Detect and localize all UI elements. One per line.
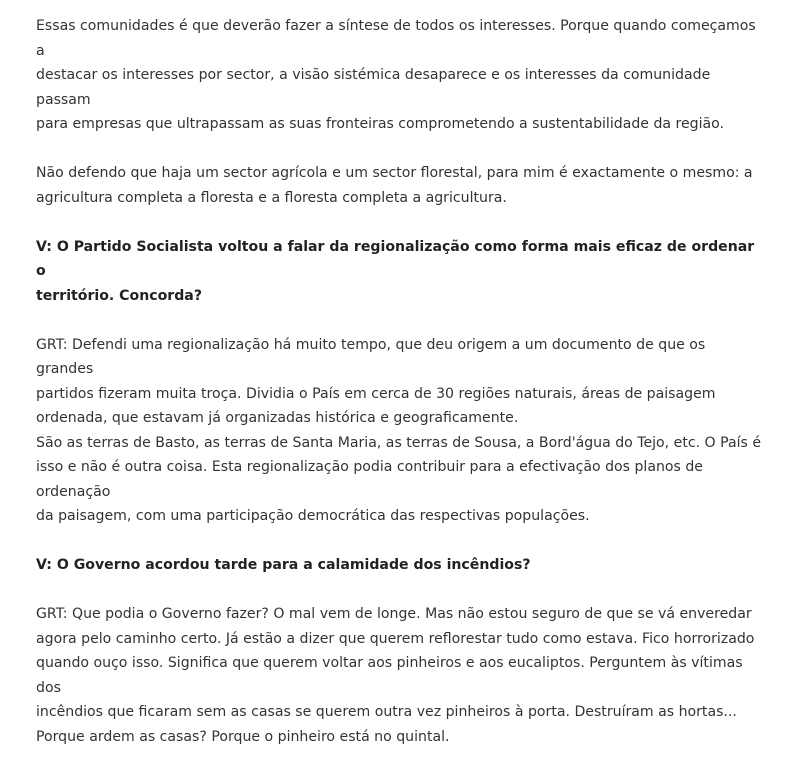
line: V: O Governo acordou tarde para a calamidade dos incêndios? <box>36 557 531 573</box>
interview-answer-1 <box>36 333 766 529</box>
line: da paisagem, com uma participação democrática das respectivas populações. <box>36 508 590 524</box>
line: Porque ardem as casas? Porque o pinheiro está no quintal. <box>36 728 450 745</box>
line: incêndios que ficaram sem as casas se querem outra vez pinheiros à porta. Destruíram as hortas... <box>36 704 737 720</box>
interview-question-1 <box>36 235 766 309</box>
line: isso e não é outra coisa. Esta regionalização podia contribuir para a efectivação dos planos de ordenação <box>36 459 703 500</box>
line: GRT: Defendi uma regionalização há muito tempo, que deu origem a um documento de que os grandes <box>36 336 706 377</box>
line: ordenada, que estavam já organizadas histórica e geograficamente. <box>36 410 519 426</box>
line: partidos fizeram muita troça. Dividia o País em cerca de 30 regiões naturais, áreas de paisagem <box>36 385 716 402</box>
line: território. Concorda? <box>36 287 202 304</box>
line: V: O Partido Socialista voltou a falar da regionalização como forma mais eficaz de ordenar o <box>36 238 755 279</box>
line: destacar os interesses por sector, a visão sistémica desaparece e os interesses da comunidade passam <box>36 67 711 108</box>
line: quando ouço isso. Significa que querem voltar aos pinheiros e aos eucaliptos. Perguntem às vítimas dos <box>36 655 743 696</box>
line: São as terras de Basto, as terras de Santa Maria, as terras de Sousa, a Bord'água do Tejo, etc. O País é <box>36 434 762 451</box>
line: Não defendo que haja um sector agrícola e um sector florestal, para mim é exactamente o mesmo: a <box>36 165 753 181</box>
line: agricultura completa a floresta e a floresta completa a agricultura. <box>36 189 507 206</box>
interview-question-2 <box>36 553 766 578</box>
interview-answer-2 <box>36 602 766 749</box>
line: Essas comunidades é que deverão fazer a síntese de todos os interesses. Porque quando começamos a <box>36 18 756 59</box>
article-body <box>36 14 766 774</box>
paragraph-2 <box>36 161 766 210</box>
paragraph-1 <box>36 14 766 137</box>
line: agora pelo caminho certo. Já estão a dizer que querem reflorestar tudo como estava. Fico horrorizado <box>36 630 755 647</box>
line: GRT: Que podia o Governo fazer? O mal vem de longe. Mas não estou seguro de que se vá enveredar <box>36 606 752 622</box>
line: para empresas que ultrapassam as suas fronteiras comprometendo a sustentabilidade da região. <box>36 116 725 132</box>
